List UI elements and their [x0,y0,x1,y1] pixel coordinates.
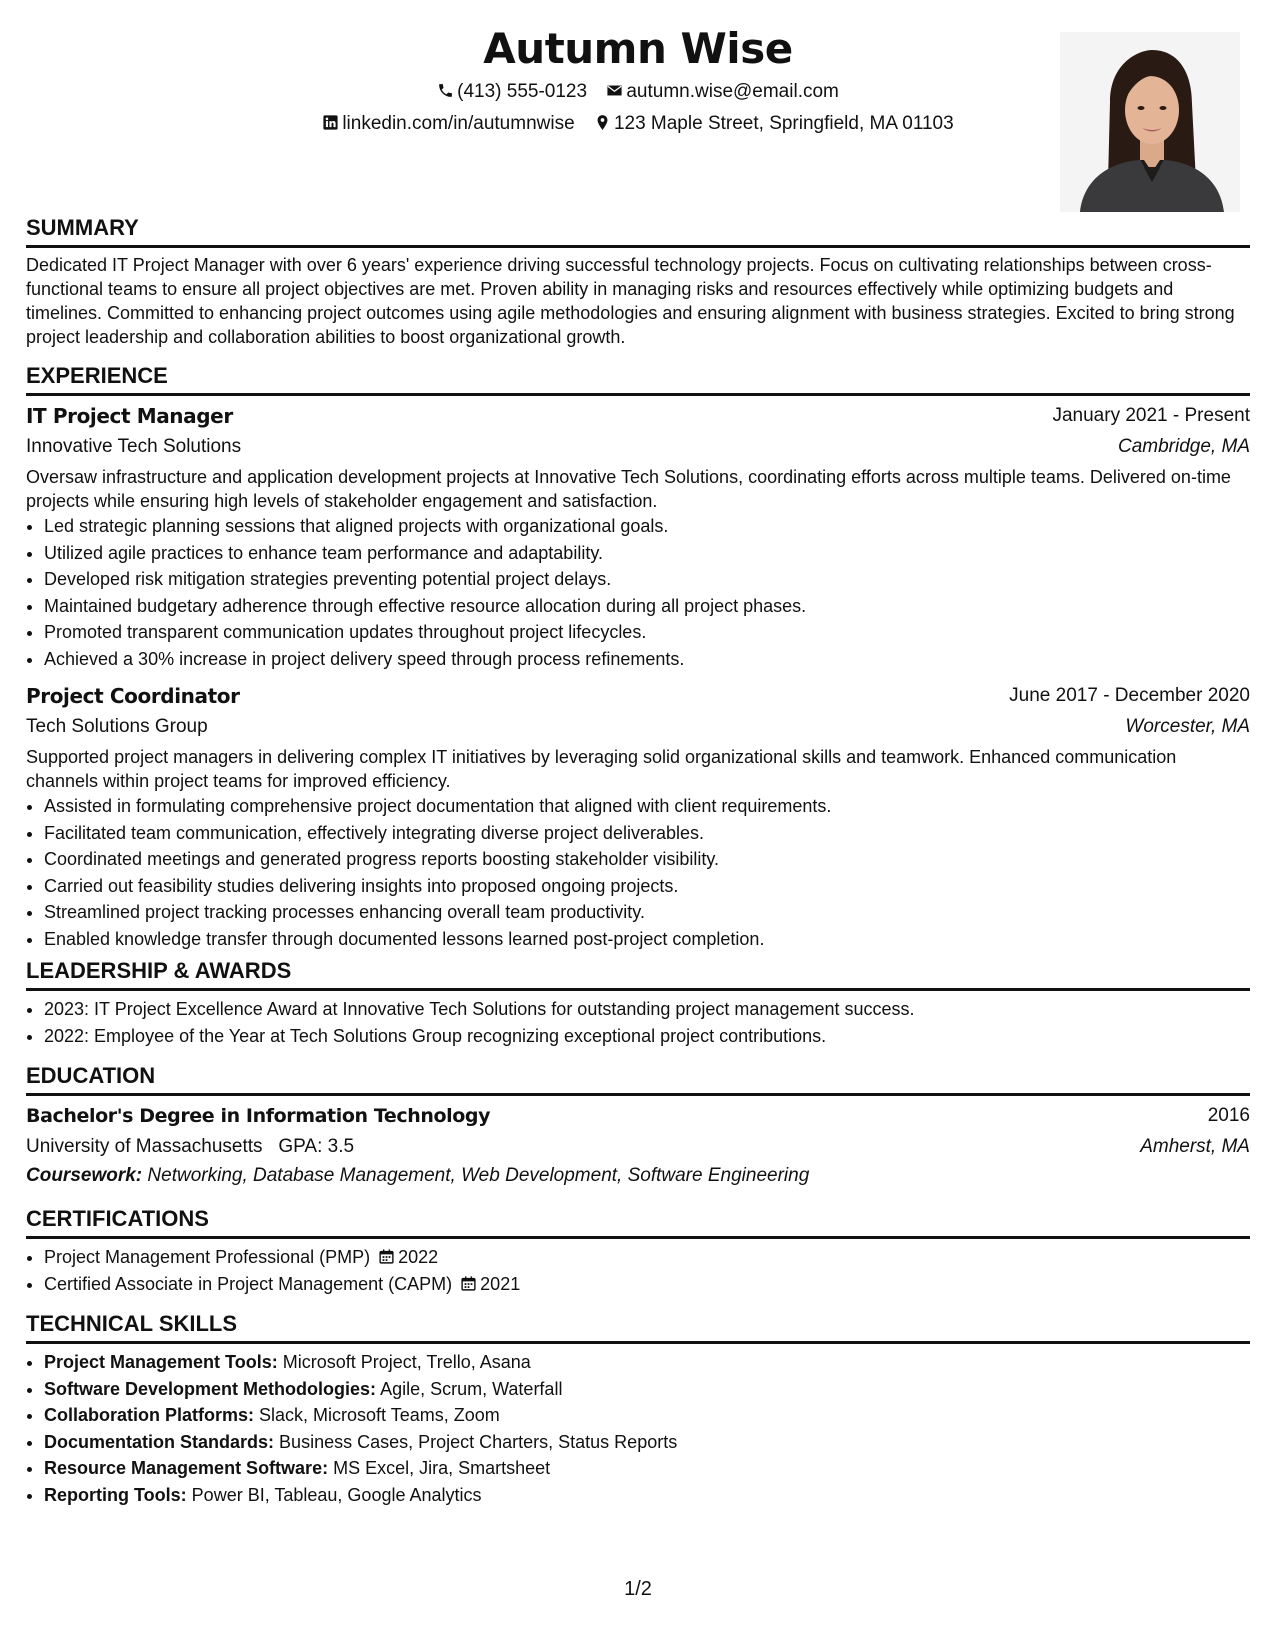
cert-name: Project Management Professional (PMP) [44,1247,371,1267]
skills-section [26,1310,1250,1508]
job-bullets [26,793,1250,952]
skill-value: Slack, Microsoft Teams, Zoom [259,1405,500,1425]
education-heading: EDUCATION [26,1062,1250,1096]
job-bullets [26,513,1250,672]
skill-label: Reporting Tools: [44,1484,187,1505]
envelope-icon [606,82,623,99]
awards-heading: LEADERSHIP & AWARDS [26,957,1250,991]
certifications-list [26,1244,1250,1297]
skill-value: Agile, Scrum, Waterfall [380,1378,563,1399]
skill-value: Business Cases, Project Charters, Status Reports [279,1431,678,1452]
list-item: • 2022: Employee of the Year at Tech Solutions Group recognizing exceptional project contributions. [44,1023,1250,1050]
list-item [44,1376,1250,1403]
skill-value: Power BI, Tableau, Google Analytics [191,1484,482,1505]
awards-list [26,996,1250,1049]
school-location: Amherst, MA [1140,1136,1250,1157]
gpa: GPA: 3.5 [278,1136,355,1157]
profile-photo [1060,32,1240,212]
list-item: • Carried out feasibility studies delivering insights into proposed ongoing projects. [44,873,1250,900]
skill-label: Software Development Methodologies: [44,1378,377,1399]
list-item [44,1349,1250,1376]
address-text: 123 Maple Street, Springfield, MA 01103 [613,113,954,134]
list-item [44,1271,1250,1298]
skill-label: Collaboration Platforms: [44,1405,255,1425]
address-contact [594,112,954,136]
list-item: • Utilized agile practices to enhance team performance and adaptability. [44,540,1250,567]
list-item [44,1244,1250,1271]
calendar-icon [460,1275,477,1292]
school-row [26,1131,1250,1163]
job-org-row [26,431,1250,463]
skill-value: MS Excel, Jira, Smartsheet [333,1458,551,1478]
list-item: • Achieved a 30% increase in project delivery speed through process refinements. [44,646,1250,673]
email-contact[interactable] [606,80,839,104]
coursework-list: Networking, Database Management, Web Development, Software Engineering [147,1165,810,1186]
experience-section [26,362,1250,952]
job-title: IT Project Manager [26,404,233,428]
resume-header [26,0,1250,230]
summary-heading: SUMMARY [26,214,1250,248]
linkedin-text: linkedin.com/in/autumnwise [342,113,575,134]
coursework-label: Coursework: [26,1165,143,1186]
awards-section [26,957,1250,1049]
skills-heading: TECHNICAL SKILLS [26,1310,1250,1344]
education-section [26,1062,1250,1189]
email-text: autumn.wise@email.com [626,81,839,102]
phone-contact [437,80,587,104]
certifications-section [26,1205,1250,1297]
graduation-year: 2016 [1207,1105,1250,1126]
list-item [44,1455,1250,1482]
degree-title: Bachelor's Degree in Information Technology [26,1105,491,1127]
page-number: 1/2 [624,1578,652,1600]
job-entry [26,401,1250,672]
list-item: • Developed risk mitigation strategies preventing potential project delays. [44,566,1250,593]
map-pin-icon [594,114,611,131]
list-item: • Assisted in formulating comprehensive project documentation that aligned with client requirements. [44,793,1250,820]
linkedin-contact[interactable] [322,112,574,136]
coursework [26,1163,1250,1189]
job-entry [26,681,1250,952]
skill-value: Microsoft Project, Trello, Asana [282,1352,531,1372]
degree-row [26,1101,1250,1131]
job-dates: January 2021 - Present [1052,405,1250,426]
list-item: • Streamlined project tracking processes enhancing overall team productivity. [44,899,1250,926]
cert-year: 2022 [398,1247,439,1267]
school-info [26,1131,354,1163]
job-dates: June 2017 - December 2020 [1009,685,1250,706]
list-item: • Coordinated meetings and generated progress reports boosting stakeholder visibility. [44,846,1250,873]
portrait-image [1060,32,1240,212]
phone-text: (413) 555-0123 [457,81,588,102]
job-header [26,401,1250,431]
skill-label: Project Management Tools: [44,1352,278,1372]
list-item: • 2023: IT Project Excellence Award at Innovative Tech Solutions for outstanding project management success. [44,996,1250,1023]
list-item: • Led strategic planning sessions that aligned projects with organizational goals. [44,513,1250,540]
job-org-row [26,711,1250,743]
candidate-name: Autumn Wise [483,24,793,73]
resume-page [26,0,1250,1650]
phone-icon [437,82,454,99]
job-description: Oversaw infrastructure and application development projects at Innovative Tech Solutions, coordinating efforts across multiple teams. Delivered on-time projects while ensuring high levels of stakeholder engagement and satisfaction. [26,467,1231,511]
calendar-icon [378,1248,395,1265]
experience-heading: EXPERIENCE [26,362,1250,396]
skill-label: Documentation Standards: [44,1431,275,1452]
list-item: • Enabled knowledge transfer through documented lessons learned post-project completion. [44,926,1250,953]
list-item [44,1402,1250,1429]
list-item: • Maintained budgetary adherence through effective resource allocation during all project phases. [44,593,1250,620]
job-header [26,681,1250,711]
job-company: Tech Solutions Group [26,716,208,737]
list-item [44,1482,1250,1509]
cert-name: Certified Associate in Project Management (CAPM) [44,1273,453,1294]
job-location: Cambridge, MA [1118,436,1250,457]
certifications-heading: CERTIFICATIONS [26,1205,1250,1239]
summary-section [26,214,1250,349]
job-title: Project Coordinator [26,684,240,708]
list-item: • Promoted transparent communication updates throughout project lifecycles. [44,619,1250,646]
cert-year: 2021 [480,1273,521,1294]
job-description: Supported project managers in delivering complex IT initiatives by leveraging solid organizational skills and teamwork. Enhanced communication channels within project teams for improved efficiency. [26,747,1177,791]
school-name: University of Massachusetts [26,1136,263,1157]
job-company: Innovative Tech Solutions [26,436,242,457]
job-location: Worcester, MA [1125,716,1250,737]
skills-list [26,1349,1250,1508]
skill-label: Resource Management Software: [44,1458,329,1478]
summary-text: Dedicated IT Project Manager with over 6 years' experience driving successful technology projects. Focus on cultivating relationships between cross-functional teams to ensure all project objectives are met. Proven ability in managing risks and resources effectively while optimizing budgets and timelines. Committed to enhancing project outcomes using agile methodologies and ensuring alignment with business strategies. Excited to bring strong project leadership and collaboration abilities to boost organizational growth. [26,255,1235,347]
list-item: • Facilitated team communication, effectively integrating diverse project deliverables. [44,820,1250,847]
list-item [44,1429,1250,1456]
linkedin-icon [322,114,339,131]
